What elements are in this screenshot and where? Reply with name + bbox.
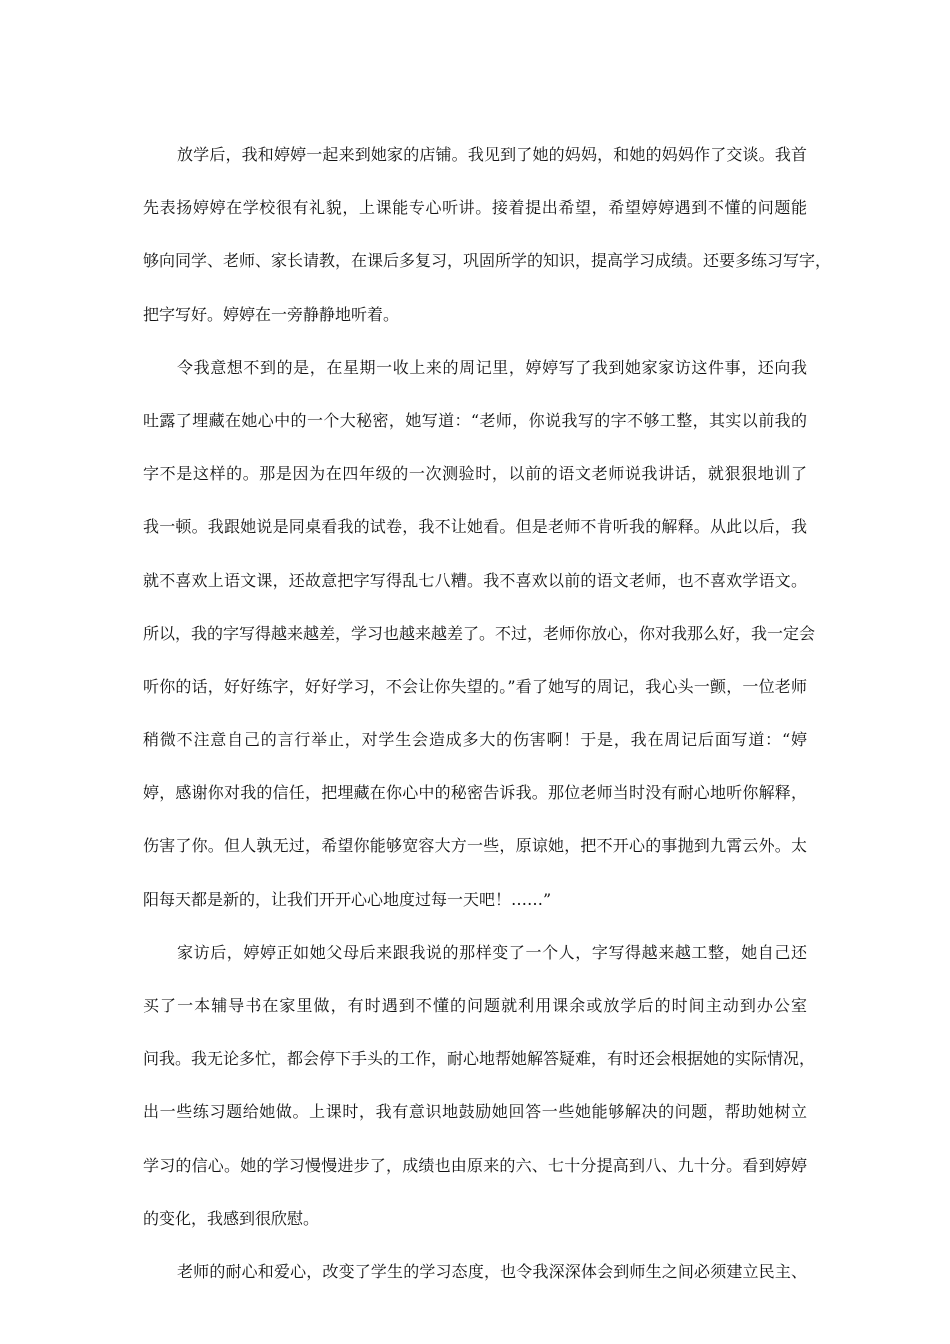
paragraph-3-line-4: 出一些练习题给她做。上课时，我有意识地鼓励她回答一些她能够解决的问题，帮助她树立 [143,1102,807,1122]
paragraph-2-line-3: 字不是这样的。那是因为在四年级的一次测验时，以前的语文老师说我讲话，就狠狠地训了 [143,464,807,484]
article-body [143,145,832,1316]
paragraph-3-line-2: 买了一本辅导书在家里做，有时遇到不懂的问题就利用课余或放学后的时间主动到办公室 [143,996,807,1015]
paragraph-1-line-3: 够向同学、老师、家长请教，在课后多复习，巩固所学的知识，提高学习成绩。还要多练习写字， [143,251,832,271]
paragraph-2-line-11: 阳每天都是新的，让我们开开心心地度过每一天吧！……” [143,889,552,909]
paragraph-2-line-10: 伤害了你。但人孰无过，希望你能够宽容大方一些，原谅她，把不开心的事抛到九霄云外。太 [143,836,807,856]
paragraph-2-line-9: 婷，感谢你对我的信任，把埋藏在你心中的秘密告诉我。那位老师当时没有耐心地听你解释， [143,783,807,803]
paragraph-3-line-1: 家访后，婷婷正如她父母后来跟我说的那样变了一个人，字写得越来越工整，她自己还 [177,942,807,962]
paragraph-2-line-5: 就不喜欢上语文课，还故意把字写得乱七八糟。我不喜欢以前的语文老师，也不喜欢学语文。 [143,570,807,590]
paragraph-2-line-8: 稍微不注意自己的言行举止，对学生会造成多大的伤害啊！于是，我在周记后面写道：“婷 [143,730,807,750]
paragraph-2-line-7: 听你的话，好好练字，好好学习，不会让你失望的。”看了她写的周记，我心头一颤，一位老师 [143,676,807,696]
paragraph-2-line-6: 所以，我的字写得越来越差，学习也越来越差了。不过，老师你放心，你对我那么好，我一定会 [143,623,816,643]
paragraph-3-line-6: 的变化，我感到很欣慰。 [143,1208,320,1228]
paragraph-4-line-1: 老师的耐心和爱心，改变了学生的学习态度，也令我深深体会到师生之间必须建立民主、 [177,1261,807,1281]
paragraph-1-line-2: 先表扬婷婷在学校很有礼貌，上课能专心听讲。接着提出希望，希望婷婷遇到不懂的问题能 [143,198,807,218]
paragraph-1-line-1: 放学后，我和婷婷一起来到她家的店铺。我见到了她的妈妈，和她的妈妈作了交谈。我首 [177,145,807,164]
paragraph-1-line-4: 把字写好。婷婷在一旁静静地听着。 [143,304,400,324]
paragraph-2-line-2: 吐露了埋藏在她心中的一个大秘密，她写道：“老师，你说我写的字不够工整，其实以前我的 [143,410,807,430]
paragraph-2-line-1: 令我意想不到的是，在星期一收上来的周记里，婷婷写了我到她家家访这件事，还向我 [177,357,807,377]
paragraph-3-line-5: 学习的信心。她的学习慢慢进步了，成绩也由原来的六、七十分提高到八、九十分。看到婷婷 [143,1155,807,1175]
paragraph-3-line-3: 问我。我无论多忙，都会停下手头的工作，耐心地帮她解答疑难，有时还会根据她的实际情况， [143,1049,816,1069]
paragraph-2-line-4: 我一顿。我跟她说是同桌看我的试卷，我不让她看。但是老师不肯听我的解释。从此以后，我 [143,517,807,537]
